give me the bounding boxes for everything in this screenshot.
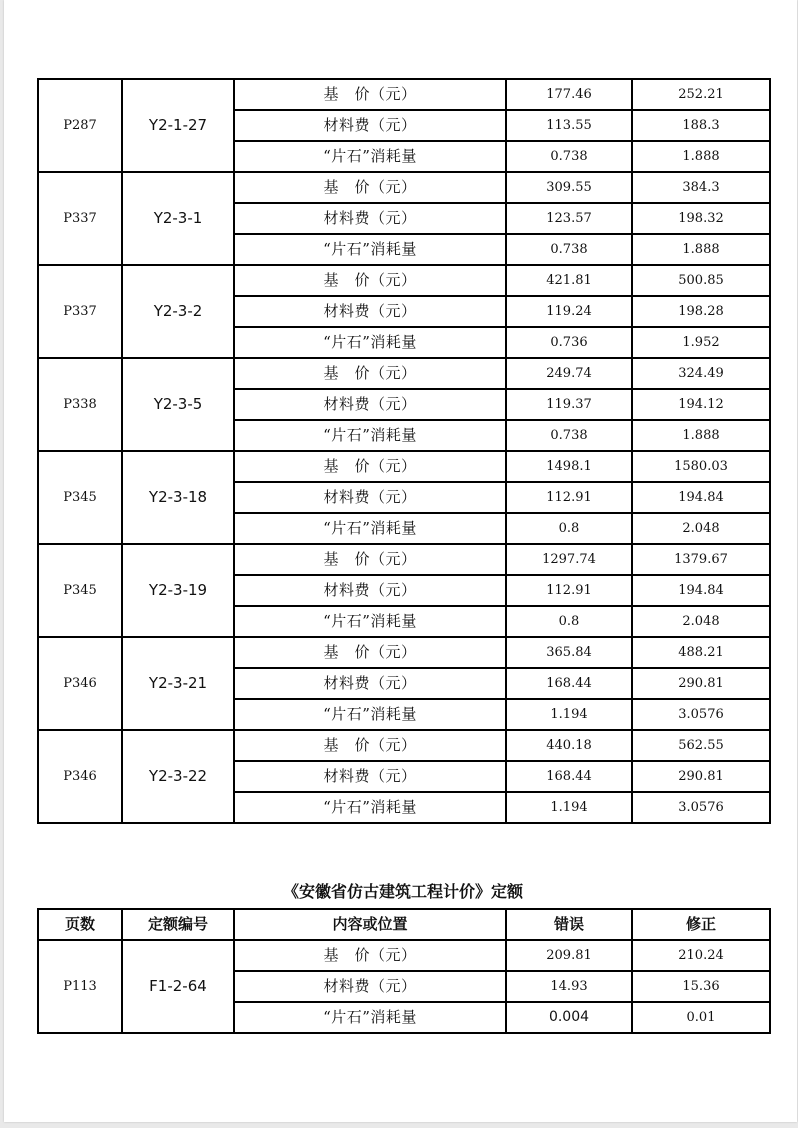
page-number-cell: P337	[38, 172, 122, 265]
corrected-value-cell: 2.048	[632, 513, 770, 544]
error-value-cell: 249.74	[506, 358, 632, 389]
corrected-value-cell: 15.36	[632, 971, 770, 1002]
quota-code-cell: Y2-3-19	[122, 544, 234, 637]
corrected-value-cell: 1.888	[632, 234, 770, 265]
quota-code-cell: F1-2-64	[122, 940, 234, 1033]
page-number-cell: P287	[38, 79, 122, 172]
quota-code-cell: Y2-3-2	[122, 265, 234, 358]
error-value-cell: 168.44	[506, 761, 632, 792]
anhui-table-header	[38, 909, 770, 940]
error-value-cell: 123.57	[506, 203, 632, 234]
correction-table	[37, 78, 771, 824]
error-value-cell: 0.8	[506, 513, 632, 544]
corrected-value-cell: 324.49	[632, 358, 770, 389]
item-cell: “片石”消耗量	[234, 141, 506, 172]
corrected-value-cell: 252.21	[632, 79, 770, 110]
quota-code-cell: Y2-3-5	[122, 358, 234, 451]
column-header-error: 错误	[506, 909, 632, 940]
anhui-table-body	[38, 940, 770, 1033]
item-cell: 材料费（元）	[234, 575, 506, 606]
page-number-cell: P338	[38, 358, 122, 451]
item-cell: 基 价（元）	[234, 79, 506, 110]
table-row	[38, 544, 770, 575]
error-value-cell: 365.84	[506, 637, 632, 668]
error-value-cell: 0.004	[506, 1002, 632, 1033]
corrected-value-cell: 500.85	[632, 265, 770, 296]
item-cell: 材料费（元）	[234, 110, 506, 141]
corrected-value-cell: 1.888	[632, 420, 770, 451]
error-value-cell: 1.194	[506, 792, 632, 823]
corrected-value-cell: 384.3	[632, 172, 770, 203]
error-value-cell: 177.46	[506, 79, 632, 110]
column-header-page: 页数	[38, 909, 122, 940]
corrected-value-cell: 488.21	[632, 637, 770, 668]
corrected-value-cell: 194.12	[632, 389, 770, 420]
corrected-value-cell: 3.0576	[632, 792, 770, 823]
quota-code-cell: Y2-3-1	[122, 172, 234, 265]
corrected-value-cell: 290.81	[632, 761, 770, 792]
error-value-cell: 0.736	[506, 327, 632, 358]
table-row	[38, 265, 770, 296]
error-value-cell: 112.91	[506, 482, 632, 513]
error-value-cell: 168.44	[506, 668, 632, 699]
page-number-cell: P345	[38, 451, 122, 544]
table-row	[38, 172, 770, 203]
page-number-cell: P346	[38, 637, 122, 730]
corrected-value-cell: 188.3	[632, 110, 770, 141]
error-value-cell: 0.8	[506, 606, 632, 637]
item-cell: 基 价（元）	[234, 451, 506, 482]
item-cell: 材料费（元）	[234, 482, 506, 513]
corrected-value-cell: 198.28	[632, 296, 770, 327]
item-cell: 基 价（元）	[234, 544, 506, 575]
quota-code-cell: Y2-3-21	[122, 637, 234, 730]
table-row	[38, 637, 770, 668]
corrected-value-cell: 0.01	[632, 1002, 770, 1033]
section-title: 《安徽省仿古建筑工程计价》定额	[282, 882, 523, 901]
item-cell: 基 价（元）	[234, 265, 506, 296]
page-number-cell: P345	[38, 544, 122, 637]
error-value-cell: 0.738	[506, 141, 632, 172]
table-row	[38, 79, 770, 110]
error-value-cell: 440.18	[506, 730, 632, 761]
corrected-value-cell: 1580.03	[632, 451, 770, 482]
corrected-value-cell: 1.888	[632, 141, 770, 172]
item-cell: “片石”消耗量	[234, 792, 506, 823]
error-value-cell: 113.55	[506, 110, 632, 141]
item-cell: “片石”消耗量	[234, 606, 506, 637]
corrected-value-cell: 3.0576	[632, 699, 770, 730]
document-page	[4, 0, 797, 1122]
error-value-cell: 209.81	[506, 940, 632, 971]
error-value-cell: 119.24	[506, 296, 632, 327]
corrected-value-cell: 198.32	[632, 203, 770, 234]
table-row	[38, 358, 770, 389]
corrected-value-cell: 1.952	[632, 327, 770, 358]
corrected-value-cell: 562.55	[632, 730, 770, 761]
corrected-value-cell: 290.81	[632, 668, 770, 699]
column-header-item: 内容或位置	[234, 909, 506, 940]
table-row	[38, 730, 770, 761]
item-cell: 基 价（元）	[234, 172, 506, 203]
item-cell: 材料费（元）	[234, 296, 506, 327]
quota-code-cell: Y2-3-18	[122, 451, 234, 544]
item-cell: “片石”消耗量	[234, 513, 506, 544]
item-cell: 材料费（元）	[234, 668, 506, 699]
item-cell: “片石”消耗量	[234, 420, 506, 451]
corrected-value-cell: 194.84	[632, 575, 770, 606]
quota-code-cell: Y2-1-27	[122, 79, 234, 172]
table-row	[38, 940, 770, 971]
item-cell: 基 价（元）	[234, 358, 506, 389]
error-value-cell: 119.37	[506, 389, 632, 420]
item-cell: “片石”消耗量	[234, 234, 506, 265]
corrected-value-cell: 2.048	[632, 606, 770, 637]
anhui-correction-table	[37, 908, 771, 1034]
item-cell: 材料费（元）	[234, 971, 506, 1002]
page-number-cell: P346	[38, 730, 122, 823]
corrected-value-cell: 194.84	[632, 482, 770, 513]
error-value-cell: 14.93	[506, 971, 632, 1002]
item-cell: 材料费（元）	[234, 761, 506, 792]
item-cell: “片石”消耗量	[234, 699, 506, 730]
error-value-cell: 0.738	[506, 420, 632, 451]
error-value-cell: 421.81	[506, 265, 632, 296]
page-number-cell: P337	[38, 265, 122, 358]
error-value-cell: 1498.1	[506, 451, 632, 482]
error-value-cell: 1.194	[506, 699, 632, 730]
table-row	[38, 451, 770, 482]
item-cell: 基 价（元）	[234, 730, 506, 761]
item-cell: 材料费（元）	[234, 203, 506, 234]
column-header-fix: 修正	[632, 909, 770, 940]
error-value-cell: 309.55	[506, 172, 632, 203]
quota-code-cell: Y2-3-22	[122, 730, 234, 823]
error-value-cell: 0.738	[506, 234, 632, 265]
correction-table-body	[38, 79, 770, 823]
column-header-code: 定额编号	[122, 909, 234, 940]
error-value-cell: 1297.74	[506, 544, 632, 575]
item-cell: 材料费（元）	[234, 389, 506, 420]
error-value-cell: 112.91	[506, 575, 632, 606]
corrected-value-cell: 1379.67	[632, 544, 770, 575]
item-cell: “片石”消耗量	[234, 1002, 506, 1033]
page-number-cell: P113	[38, 940, 122, 1033]
header-row	[38, 909, 770, 940]
item-cell: “片石”消耗量	[234, 327, 506, 358]
corrected-value-cell: 210.24	[632, 940, 770, 971]
item-cell: 基 价（元）	[234, 637, 506, 668]
item-cell: 基 价（元）	[234, 940, 506, 971]
